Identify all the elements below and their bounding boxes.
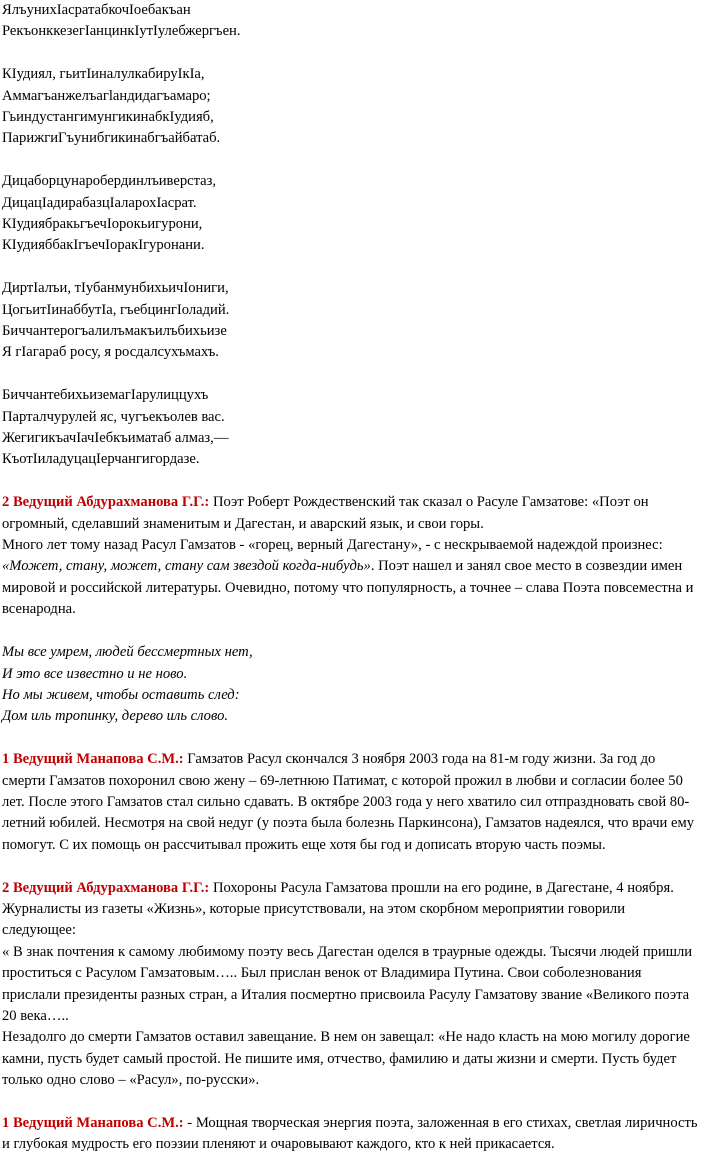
poem-line: Аммагъанжелъагlандидагъамаро; (2, 87, 211, 104)
poem-line: ЖегигикъачIачIебкъиматаб алмаз,— (2, 430, 229, 447)
quote-text: «Может, стану, может, стану сам звездой когда-нибудь» (2, 558, 371, 575)
paragraph-funeral (2, 878, 702, 1092)
poem-line: Дицаборцунаробердинлъиверстаз, (2, 173, 217, 190)
poem-line: РекъонккезегIанцинкIутIулебжергъен. (2, 23, 241, 40)
poem-line: ГьиндустангимунгикинабкIудияб, (2, 109, 214, 126)
verse-line: И это все известно и не ново. (2, 665, 188, 682)
verse-line: Мы все умрем, людей бессмертных нет, (2, 644, 253, 661)
paragraph-body: Гамзатов Расул скончался 3 ноября 2003 года на 81-м году жизни. За год до смерти Гамзатов похоронил свою жену – 69-летнюю Патимат, с которой прожил в любви и согласии более 50 лет. После этого Гамзатов стал сильно сдавать. В октябре 2003 года у него хватило сил отпраздновать свой 80-летний юбилей. Несмотря на свой недуг (у поэта была болезнь Паркинсона), Гамзатов надеялся, что врачи ему помогут. С их помощь он рассчитывал прожить еще хотя бы год и дописать вторую часть поэмы. (2, 751, 695, 853)
speaker-label: 1 Ведущий Манапова С.М.: (2, 1114, 184, 1131)
paragraph-legacy (2, 1113, 702, 1156)
paragraph-text: Незадолго до смерти Гамзатов оставил завещание. В нем он завещал: «Не надо класть на мою могилу дорогие камни, пусть будет самый простой. Не пишите имя, отчество, фамилию и даты жизни и смерти. Пусть будет только одно слово – «Расул», по-русски». (2, 1029, 690, 1089)
speaker-label: 1 Ведущий Манапова С.М.: (2, 751, 184, 768)
paragraph-death (2, 749, 702, 856)
poem-line: ДиртIалъи, тIубанмунбихьичIониги, (2, 280, 229, 297)
poem-line: КъотIиладуцацIерчангигордазе. (2, 451, 200, 468)
poem-line: БиччантебихьиземагIарулиццухъ (2, 387, 209, 404)
poem-line: КIудиябракьгъечIорокьигурони, (2, 216, 203, 233)
poem-stanza-3 (2, 171, 702, 257)
paragraph-text (2, 1113, 702, 1156)
paragraph-text (2, 492, 702, 535)
verse-line: Но мы живем, чтобы оставить след: (2, 686, 240, 703)
verse-line: Дом иль тропинку, дерево иль слово. (2, 708, 229, 725)
paragraph-text: « В знак почтения к самому любимому поэту весь Дагестан оделся в траурные одежды. Тысячи людей пришли проститься с Расулом Гамзатовым….. Был прислан венок от Владимира Путина. Свои соболезнования прислали президенты разных стран, а Италия посмертно присвоила Расулу Гамзатову звание «Великого поэта 20 века….. (2, 943, 693, 1024)
poem-stanza-1 (2, 0, 702, 43)
paragraph-text (2, 535, 702, 621)
poem-line: Парталчурулей яс, чугъекъолев вас. (2, 408, 225, 425)
poem-stanza-5 (2, 385, 702, 471)
speaker-label: 2 Ведущий Абдурахманова Г.Г.: (2, 879, 210, 896)
poem-line: ПарижгиГъунибгикинабгъайбатаб. (2, 130, 221, 147)
poem-line: ДицацIадирабазцIалаpохIасрат. (2, 194, 197, 211)
poem-stanza-2 (2, 64, 702, 150)
poem-stanza-4 (2, 278, 702, 364)
speaker-label: 2 Ведущий Абдурахманова Г.Г.: (2, 494, 210, 511)
poem-line: ЦогьитIинаббутIа, гъебцингIоладий. (2, 301, 230, 318)
poem-line: КIудияббакIгъечIоракIгуронани. (2, 237, 205, 254)
poem-line: КIудиял, гьитIиналулкабируIкIа, (2, 66, 205, 83)
poem-line: ЯлъунихIасратабкочIоебакъан (2, 2, 191, 18)
poem-line: Биччантерогъалилъмакъилъбихьизе (2, 323, 227, 340)
paragraph-body: Много лет тому назад Расул Гамзатов - «горец, верный Дагестану», - с нескрываемой надеждой произнес: (2, 537, 663, 554)
paragraph-rozhdestvensky (2, 492, 702, 620)
paragraph-body: Похороны Расула Гамзатова прошли на его родине, в Дагестане, 4 ноября. Журналисты из газеты «Жизнь», которые присутствовали, на этом скорбном мероприятии говорили следующее: (2, 879, 674, 939)
paragraph-body: - Мощная творческая энергия поэта, заложенная в его стихах, светлая лиричность и глубокая мудрость его поэзии пленяют и очаровывают каждого, кто к ней прикасается. (2, 1114, 698, 1153)
paragraph-text (2, 749, 702, 856)
paragraph-text (2, 878, 702, 942)
verse-quatrain (2, 642, 702, 728)
poem-line: Я гIагараб росу, я росдалсухъмахъ. (2, 344, 219, 361)
paragraph-body: . Поэт нашел и занял свое место в созвездии имен мировой и российской литературы. Очевидно, потому что популярность, а точнее – слава Поэта повсеместна и всенародна. (2, 558, 694, 618)
paragraph-body: Поэт Роберт Рождественский так сказал о Расуле Гамзатове: «Поэт он огромный, сделавший знаменитым и Дагестан, и аварский язык, и свои горы. (2, 494, 649, 532)
